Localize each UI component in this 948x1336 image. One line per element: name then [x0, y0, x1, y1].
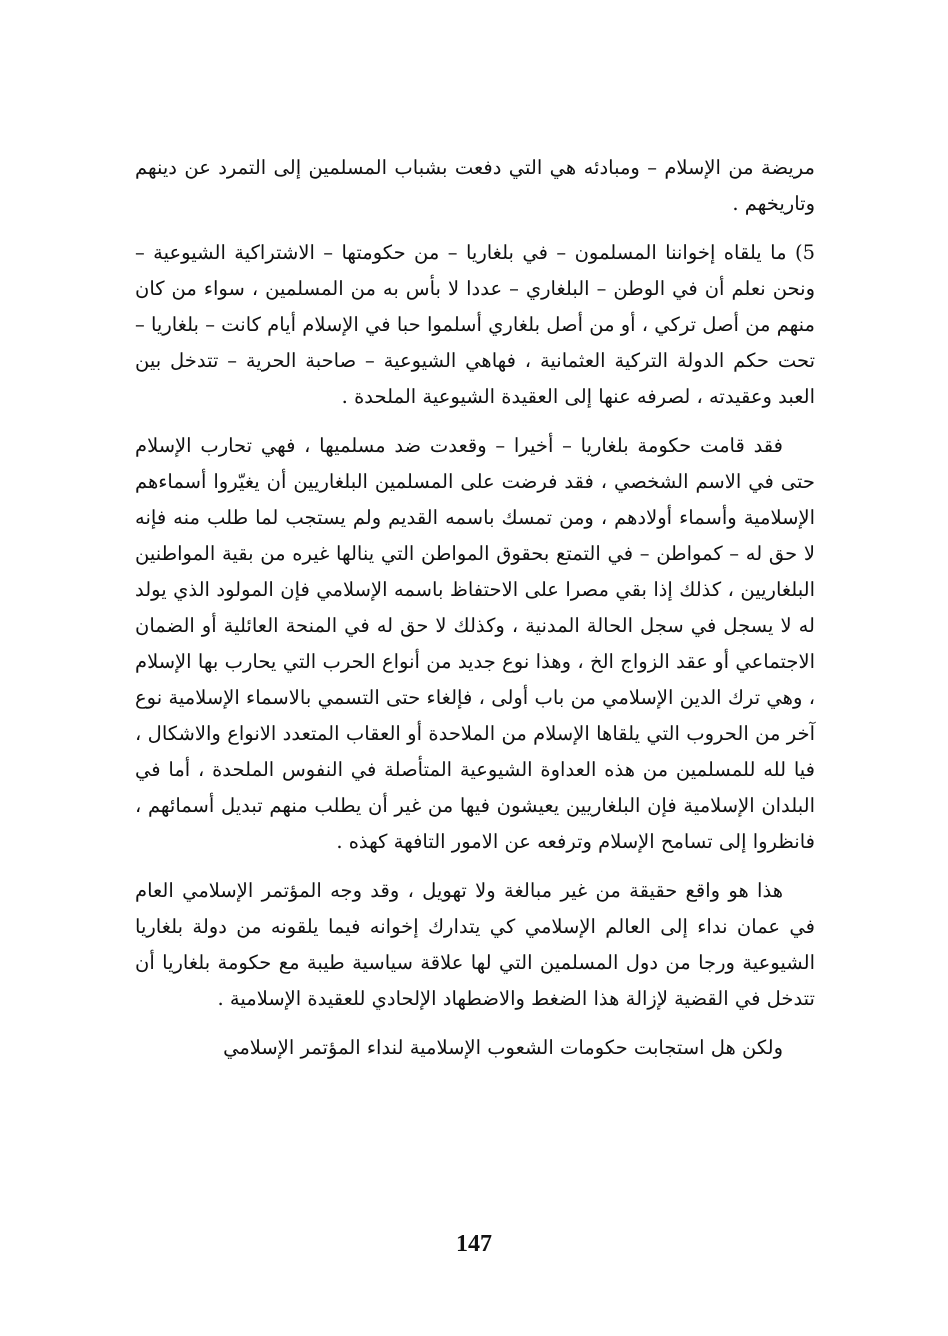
body-text [135, 150, 815, 1066]
page-number: 147 [456, 1231, 492, 1257]
paragraph-point-5: 5) ما يلقاه إخواننا المسلمون – في بلغاريا – من حكومتها – الاشتراكية الشيوعية – ونحن نعلم أن في الوطن – البلغاري – عددا لا بأس به من المسلمين ، سواء من كان منهم من أصل تركي ، أو من أصل بلغاري أسلموا حبا في الإسلام أيام كانت – بلغاريا – تحت حكم الدولة التركية العثمانية ، فهاهي الشيوعية – صاحبة الحرية – تتدخل بين العبد وعقيدته ، لصرفه عنها إلى العقيدة الشيوعية الملحدة . [135, 241, 815, 408]
paragraph-islamic-conference: هذا هو واقع حقيقة من غير مبالغة ولا تهويل ، وقد وجه المؤتمر الإسلامي العام في عمان نداء إلى العالم الإسلامي كي يتدارك إخوانه فيما يلقونه من دولة بلغاريا الشيوعية ورجا من دول المسلمين التي لها علاقة سياسية طيبة مع حكومة بلغاريا أن تتدخل في القضية لإزالة هذا الضغط والاضطهاد الإلحادي للعقيدة الإسلامية . [135, 879, 815, 1010]
paragraph-bulgaria-government: فقد قامت حكومة بلغاريا – أخيرا – وقعدت ضد مسلميها ، فهي تحارب الإسلام حتى في الاسم الشخصي ، فقد فرضت على المسلمين البلغاريين أن يغيّروا أسماءهم الإسلامية وأسماء أولادهم ، ومن تمسك باسمه القديم ولم يستجب لما طلب منه فإنه لا حق له – كمواطن – في التمتع بحقوق المواطن التي ينالها غيره من بقية المواطنين البلغاريين ، كذلك إذا بقي مصرا على الاحتفاظ باسمه الإسلامي فإن المولود الذي يولد له لا يسجل في سجل الحالة المدنية ، وكذلك لا حق له في المنحة العائلية أو الضمان الاجتماعي أو عقد الزواج الخ ، وهذا نوع جديد من أنواع الحرب التي يحارب بها الإسلام ، وهي ترك الدين الإسلامي من باب أولى ، فإلغاء حتى التسمي بالاسماء الإسلامية نوع آخر من الحروب التي يلقاها الإسلام من الملاحدة أو العقاب المتعدد الانواع والاشكال ، فيا لله للمسلمين من هذه العداوة الشيوعية المتأصلة في النفوس الملحدة ، أما في البلدان الإسلامية فإن البلغاريين يعيشون فيها من غير أن يطلب منهم تبديل أسمائهم ، فانظروا إلى تسامح الإسلام وترفعه عن الامور التافهة كهذه . [135, 434, 815, 853]
paragraph-continuation: مريضة من الإسلام – ومبادئه هي التي دفعت بشباب المسلمين إلى التمرد عن دينهم وتاريخهم . [135, 156, 815, 215]
paragraph-closing-line: ولكن هل استجابت حكومات الشعوب الإسلامية لنداء المؤتمر الإسلامي [223, 1036, 783, 1059]
